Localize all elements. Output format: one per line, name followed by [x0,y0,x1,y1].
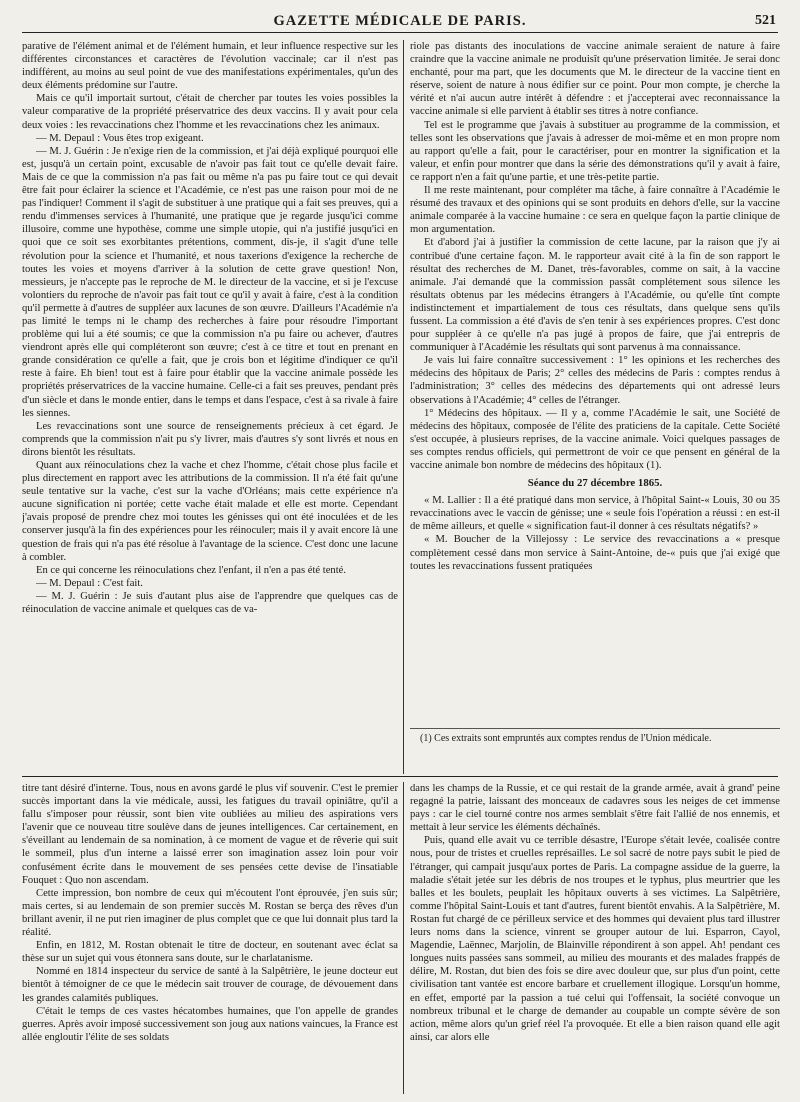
paragraph: En ce qui concerne les réinoculations chez l'enfant, il n'en a pas été tenté. [36,564,347,576]
paragraph: Tel est le programme que j'avais à substituer au programme de la commission, et telles sont les observations que j'avais à adresser de moi-même et en mon propre nom au rapport qu'elle a fait, pour le caractériser, pour en montrer la signification et la valeur, et enfin pour montrer que dans la série des démonstrations qu'il y avait à faire, ce rapport n'en a fait qu'une partie, et une très-petite partie. [410,119,780,183]
page-header [22,8,778,33]
journal-title: GAZETTE MÉDICALE DE PARIS. [273,13,527,29]
session-heading: Séance du 27 décembre 1865. [527,477,663,490]
paragraph: Quant aux réinoculations chez la vache et chez l'homme, c'était chose plus facile et plus directement en rapport avec les attributions de la commission. Il n'a été fait qu'une seule tentative sur la vache, c'est sur la vache d'Orléans; mais cette expérience n'a aucune signification ni portée; cette vache était malade et elle est morte. Cependant j'avais proposé de prendre chez moi toutes les génisses qui ont été inoculées et de les conserver jusqu'à la fin des expériences pour les réinoculer; mais il y avait encore là une question de frais qui n'a pas été résolue à l'avantage de la science. C'est donc une lacune à combler. [22,460,398,563]
paragraph: — M. Depaul : C'est fait. [36,577,143,589]
paragraph: 1° Médecins des hôpitaux. — Il y a, comme l'Académie le sait, une Société de médecins des hôpitaux, composée de l'élite des praticiens de la capitale. Cette Société s'est occupée, à plusieurs reprises, de la vaccine animale. Voici quelques passages de ses comptes rendus officiels, qui permettront de voir ce que pensent en général de la vaccine animale bon nombre de médecins des hôpitaux (1). [410,407,780,471]
quote: « M. Boucher de la Villejossy : Le service des revaccinations a « presque complètement cessé dans mon service à Saint-Antoine, de-« puis que j'ai exigé que toutes les revaccinations fussent pratiquées [410,534,780,572]
paragraph: Je vais lui faire connaître successivement : 1° les opinions et les recherches des médecins des hôpitaux de Paris; 2° celles des médecins de Paris : comptes rendus à l'administration; 3° celles des médecins des départements qui ont adressé leurs observations à l'Académie; 4° celles de l'étranger. [410,355,780,406]
footnote [410,733,780,745]
paragraph: C'était le temps de ces vastes hécatombes humaines, que l'on appelle de grandes guerres. Après avoir imposé successivement son joug aux nations vaincues, la France est allée engloutir l'élite de ses soldats [22,1005,398,1043]
paragraph: Nommé en 1814 inspecteur du service de santé à la Salpêtrière, le jeune docteur eut bientôt à témoigner de ce que le médecin sait trouver de courage, de dévouement dans les grandes calamités publiques. [22,966,398,1004]
paragraph: titre tant désiré d'interne. Tous, nous en avons gardé le plus vif souvenir. C'est le premier succès important dans la vie médicale, aussi, les fatigues du travail opiniâtre, qu'il a fallu s'imposer pour réussir, sont bien vite oubliées au milieu des aspirations vers l'avenir que ce nouveau titre soulève dans de jeunes intelligences. Car certainement, en s'éveillant au lendemain de sa nomination, à ce moment de vague et de rêverie qui suit le sommeil, plus d'un interne a laissé errer son imagination assez loin pour voir confusément écrite dans le mouvement de ses pensées cette devise de l'insatiable Fouquet : Quo non ascendam. [22,783,398,886]
quote: « M. Lallier : Il a été pratiqué dans mon service, à l'hôpital Saint-« Louis, 30 ou 35 revaccinations avec le vaccin de génisse; une « seule fois l'opération a réussi : en est-il de même ailleurs, et quelle « signification faut-il donner à ces résultats négatifs? » [410,495,780,533]
paragraph: riole pas distants des inoculations de vaccine animale seraient de nature à faire craindre que la vaccine animale ne produisît qu'une préservation limitée. Je serai donc enchanté, pour ma part, que les documents que M. le directeur de la vaccine tient en réserve, soient de nature à nous édifier sur ce point. Pour mon compte, je cherche la vérité et n'ai aucun autre intérêt à défendre : et j'accepterai avec reconnaissance la vaccine animale si elle parvient à établir ses titres à notre confiance. [410,41,780,118]
paragraph: Les revaccinations sont une source de renseignements précieux à cet égard. Je comprends que la commission n'ait pu s'y livrer, mais d'autres s'y sont livrés et nous en dirons bientôt les résultats. [22,420,398,458]
paragraph: Enfin, en 1812, M. Rostan obtenait le titre de docteur, en soutenant avec éclat sa thèse sur un sujet qui vous étonnera sans doute, sur le charlatanisme. [22,940,398,965]
paragraph: Mais ce qu'il importait surtout, c'était de chercher par toutes les voies possibles la valeur comparative de la propriété préservatrice des deux vaccins. Il y avait pour cela deux voies : les revaccinations chez l'homme et les revaccinations chez les animaux. [22,93,398,131]
paragraph: parative de l'élément animal et de l'élément humain, et leur influence respective sur les différentes circonstances et caractères de l'évolution vaccinale; car il n'est pas indifférent, au moins au seul point de vue des manifestations expérimentales, qu'un des deux éléments prédomine sur l'autre. [22,41,398,92]
paragraph: — M. Depaul : Vous êtes trop exigeant. [36,132,204,144]
section-divider [22,776,778,777]
page-number: 521 [755,13,776,28]
feuilleton-column-left [22,782,398,1094]
paragraph: Cette impression, bon nombre de ceux qui m'écoutent l'ont éprouvée, j'en suis sûr; mais certes, si au lendemain de son premier succès M. Rostan se berça des rêves d'un brillant avenir, il ne put rien imaginer de plus complet que ce que lui donnait plus tard la réalité. [22,887,398,939]
footnote-text: (1) Ces extraits sont empruntés aux comptes rendus de l'Union médicale. [420,733,712,744]
paragraph: Et d'abord j'ai à justifier la commission de cette lacune, par la raison que j'y ai contribué d'une certaine façon. M. le rapporteur avait cité à la fin de son rapport le résultat des recherches de M. Danet, très-favorables, comme on sait, à la vaccine animale. J'ai demandé que la commission passât complétement sous silence les résultats obtenus par les médecins étrangers à l'Académie, ou qu'elle tînt compte indistinctement et impartialement de tous ces résultats, dans quelque sens qu'ils fussent. La commission a été d'avis de s'en tenir à ses expériences propres. C'est donc pour suppléer à ce qu'elle n'a pas jugé à propos de faire, que j'ai entrepris de communiquer à l'Académie les résultats qui sont parvenus à ma connaissance. [410,237,780,354]
paragraph: — M. J. Guérin : Je suis d'autant plus aise de l'apprendre que quelques cas de réinoculation de vaccine animale et quelques cas de va- [22,590,398,616]
footnote-rule [410,728,780,729]
paragraph: Puis, quand elle avait vu ce terrible désastre, l'Europe s'était levée, coalisée contre nous, pour de tristes et cruelles représailles. Le sol sacré de notre pays subit le pied de l'étranger, qui campait jusqu'aux portes de Paris. La compagne assidue de la guerre, la maladie s'était jetée sur les débris de nos troupes et le typhus, plus meurtrier que les balles et les boulets, peuplait les hôpitaux ouverts à ses victimes. La Salpêtrière, comme l'hôpital Saint-Louis et tant d'autres, furent bientôt envahis. A la Salpêtrière, M. Rostan fut chargé de ce périlleux service et des hommes qui devaient plus tard illustrer leurs noms dans la science, vinrent se grouper autour de lui. Esparron, Cayol, Magendie, Laënnec, Marjolin, de Blainville répondirent à son appel. Ah! pendant ces longues nuits passées sans sommeil, au milieu des mourants et des malades frappés de délire, M. Rostan, dut bien des fois se dire avec douleur que, sur plus d'un point, cette civilisation tant vantée est encore barbare et cruellement illogique. Lorsqu'un homme, en effet, emporté par la passion a tué celui qui l'offensait, la société convoque un nombreux tribunal et le charge de demander au coupable un compte sévère de son action, même alors qu'un grief réel l'a provoquée. Et elle a bien raison quand elle agit ainsi, car alors elle [410,835,780,1043]
column-divider [403,782,404,1094]
paragraph: — M. J. Guérin : Je n'exige rien de la commission, et j'ai déjà expliqué pourquoi elle est, jusqu'à un certain point, excusable de n'avoir pas fait tout ce qu'elle devait faire. Mais de ce que la commission n'a pas fait ou même n'a pas pu faire tout ce qui devait être fait pour éclairer la science et l'Académie, ce n'est pas une raison pour moi de ne pas l'indiquer! Comment il s'agit de substituer à une pratique qui a fait ses preuves, qui a rendu d'immenses services à l'humanité, une pratique que je regarde jusqu'ici comme illusoire, comme une hypothèse, comme une simple utopie, qui n'a justifié jusqu'ici en quoi que ce soit ses exorbitantes prétentions, comment, dis-je, il s'agit d'une telle révolution pour la science et l'humanité, et nous taxerions d'exigence la recherche de toutes les voies et moyens d'arriver à la solution de cette grave question! Non, messieurs, je n'accepte pas le reproche de M. le directeur de la vaccine, et si je l'excuse volontiers du reproche de n'avoir pas fait tout ce qu'il y avait à faire, c'est à la condition qu'il permette à d'autres de suppléer aux lacunes de son œuvre. D'ailleurs l'Académie n'a pas limité le temps ni le champ des recherches à faire pour résoudre l'important problème qui lui a été soumis; ce que la commission n'a pu faire ou achever, d'autres viendront après elle qui compléteront son œuvre; c'est à ce titre et tout en prenant en grande considération ce qu'elle a fait, que je crois bon et légitime d'indiquer ce qu'il reste à faire. Eh bien! tout est à faire pour établir que la vaccine animale possède les propriétés préservatrices de la vaccine humaine. Celle-ci a fait ses preuves, pendant près d'un siècle et dans le monde entier, dans le temps et dans l'espace, c'est à sa rivale à faire les siennes. [22,145,398,419]
paragraph: dans les champs de la Russie, et ce qui restait de la grande armée, avait à grand' peine regagné la patrie, laissant des monceaux de cadavres sous les neiges de cet immense pays : car le ciel tourné contre nos armes semblait s'être fait l'allié de nos ennemis, et mettait à leur service les éléments déchaînés. [410,783,780,834]
article-column-left [22,40,398,770]
column-divider [403,40,404,774]
article-column-right [410,40,780,720]
paragraph: Il me reste maintenant, pour compléter ma tâche, à faire connaître à l'Académie le résumé des travaux et des opinions qui se sont produits en dehors d'elle, sur la vaccine animale comparée à la vaccine humaine : ce sera en quelque façon la partie clinique de mon argumentation. [410,185,780,236]
feuilleton-column-right [410,782,780,1094]
